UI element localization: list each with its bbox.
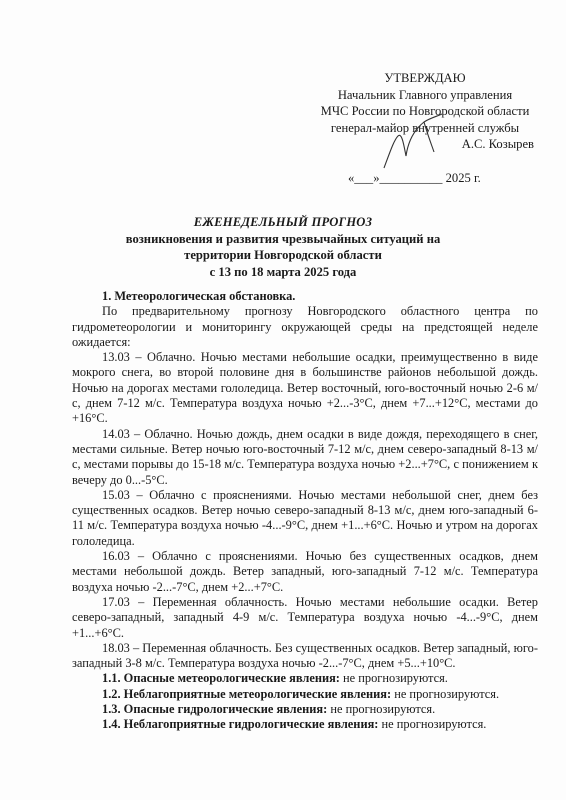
subsection-label: 1.2. Неблагоприятные метеорологические явления: (102, 686, 392, 701)
section-heading: 1. Метеорологическая обстановка. (102, 289, 296, 303)
subsection-value: не прогнозируются. (327, 702, 436, 717)
forecast-day: 18.03 – Переменная облачность. Без существенных осадков. Ветер западный, юго-западный 3-8 м/с. Температура воздуха ночью -2...-7°С, днем +5...+10°С. (72, 640, 538, 671)
document-body (72, 289, 538, 733)
forecast-day: 15.03 – Облачно с прояснениями. Ночью местами небольшой снег, днем без существенных осадков. Ветер ночью северо-западный 8-13 м/с, днем юго-западный 6-11 м/с. Температура воздуха ночью -4...-9°С, днем +1...+6°С. Ночью и утром на дорогах гололедица. (72, 487, 538, 548)
subsection-label: 1.4. Неблагоприятные гидрологические явления: (102, 717, 379, 732)
subsection-value: не прогнозируются. (378, 717, 487, 732)
subsection-value: не прогнозируются. (339, 671, 448, 686)
title-dates: с 13 по 18 марта 2025 года (209, 264, 357, 279)
approver-position-line1: Начальник Главного управления (337, 87, 513, 102)
signature-mark (380, 112, 450, 182)
subsection-value: не прогнозируются. (391, 686, 500, 701)
title-main: ЕЖЕНЕДЕЛЬНЫЙ ПРОГНОЗ (193, 215, 373, 229)
subsection-1-1 (72, 671, 538, 686)
date-day: «___» (348, 170, 380, 185)
subsection-label: 1.3. Опасные гидрологические явления: (102, 702, 328, 717)
forecast-day: 17.03 – Переменная облачность. Ночью местами небольшие осадки. Ветер северо-западный, западный 4-9 м/с. Температура воздуха ночью -4...-9°С, днем +1...+6°С. (72, 594, 538, 640)
date-month-line: __________ (379, 170, 443, 185)
forecast-day: 13.03 – Облачно. Ночью местами небольшие осадки, преимущественно в виде мокрого снега, во второй половине дня в большинстве районов небольшой дождь. Ночью на дорогах местами гололедица. Ветер восточный, юго-восточный ночью 2-6 м/с, днем 7-12 м/с. Температура воздуха ночью +2...-3°С, днем +7...+12°С, местами до +16°С. (72, 350, 538, 426)
title-line3: территории Новгородской области (184, 248, 382, 262)
subsection-1-4 (72, 717, 538, 732)
title-line2: возникновения и развития чрезвычайных ситуаций на (125, 231, 441, 246)
subsection-label: 1.1. Опасные метеорологические явления: (102, 671, 340, 686)
forecast-day: 16.03 – Облачно с прояснениями. Ночью без существенных осадков, днем местами небольшой дождь. Ветер западный, юго-западный 7-12 м/с. Температура воздуха ночью -2...-7°С, днем +2...+7°С. (72, 549, 538, 594)
subsection-1-2 (72, 687, 538, 702)
approver-name: А.С. Козырев (461, 137, 534, 151)
forecast-day: 14.03 – Облачно. Ночью дождь, днем осадки в виде дождя, переходящего в снег, местами сильные. Ветер ночью юго-восточный 7-12 м/с, днем северо-западный 8-13 м/с, местами порывы до 15-18 м/с. Температура воздуха ночью +2...+7°С, с понижением к вечеру до 0...-5°С. (72, 426, 538, 487)
approver-position-line2: МЧС России по Новгородской области (320, 104, 530, 118)
approve-word: УТВЕРЖДАЮ (384, 71, 466, 85)
date-year: 2025 г. (442, 170, 481, 185)
document-title (0, 214, 566, 280)
subsection-1-3 (72, 702, 538, 717)
forecast-intro: По предварительному прогнозу Новгородского областного центра по гидрометеорологии и мониторингу окружающей среды на предстоящей неделе ожидается: (72, 304, 538, 349)
approver-rank: генерал-майор внутренней службы (330, 120, 520, 135)
